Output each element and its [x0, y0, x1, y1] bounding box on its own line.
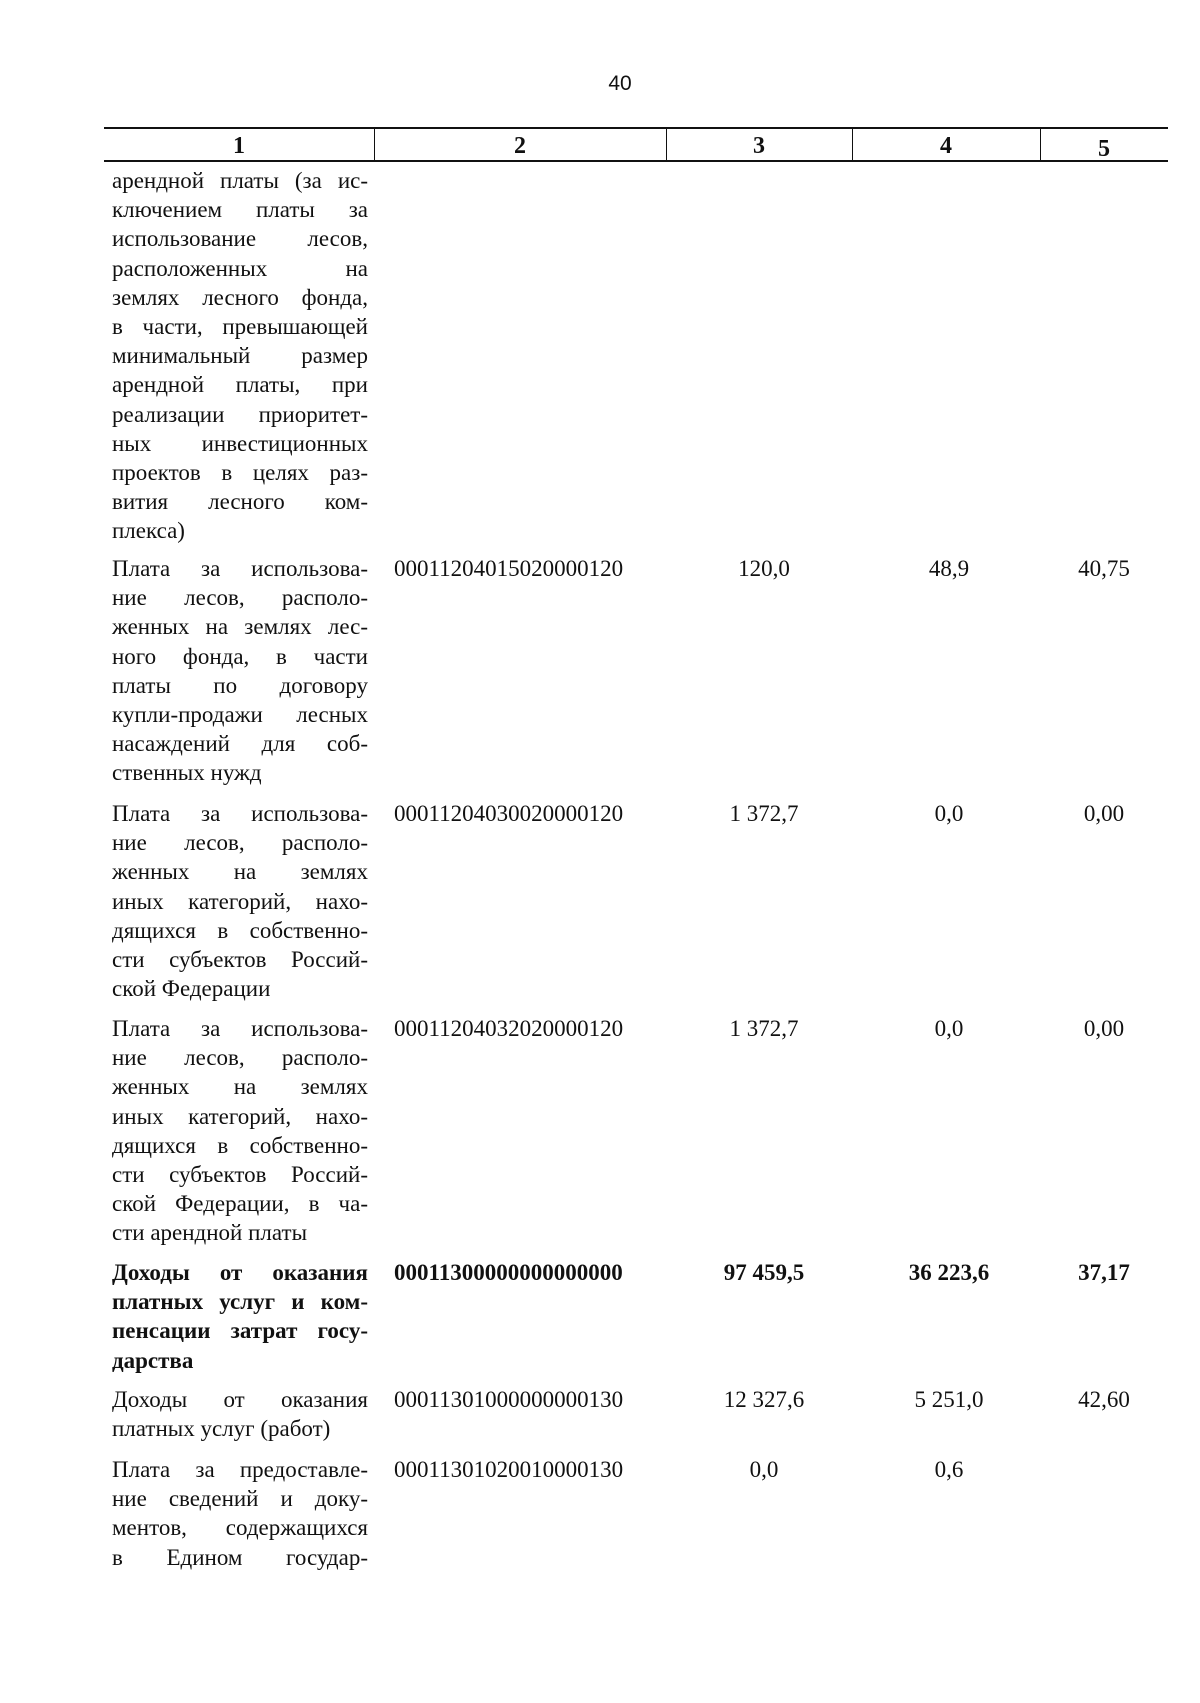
row-name-line: иных категорий, нахо- — [112, 888, 368, 914]
row-name-line: пенсации затрат госу- — [112, 1318, 368, 1344]
row-name-line: сти субъектов Россий- — [112, 947, 368, 973]
page-number: 40 — [608, 72, 632, 95]
header-col-4: 4 — [940, 133, 952, 159]
row-name-line: вития лесного ком- — [112, 489, 368, 515]
row-name-line: арендной платы (за ис- — [112, 168, 368, 193]
row-plan: 1 372,7 — [729, 1016, 799, 1041]
row-name — [112, 799, 368, 1003]
row-name-line: проектов в целях раз- — [112, 460, 368, 486]
row-name-line: ментов, содержащихся — [112, 1515, 368, 1541]
row-fact: 36 223,6 — [908, 1260, 990, 1285]
row-name-line: женных на землях — [112, 859, 368, 885]
row-percent: 0,00 — [1083, 1016, 1125, 1041]
row-code: 00011301000000000130 — [394, 1387, 624, 1412]
row-name-line: женных на землях лес- — [112, 614, 368, 640]
row-name-line: дарства — [112, 1347, 194, 1373]
row-plan: 0,0 — [749, 1457, 779, 1482]
row-name-line: Доходы от оказания — [112, 1387, 368, 1412]
row-name-line: дящихся в собственно- — [112, 1132, 368, 1158]
row-percent: 40,75 — [1078, 556, 1130, 581]
row-name-line: дящихся в собственно- — [112, 917, 368, 943]
row-name-line: ных инвестиционных — [112, 430, 368, 456]
row-percent: 37,17 — [1078, 1260, 1130, 1285]
row-code: 00011301020010000130 — [394, 1457, 624, 1482]
row-name-line: ние лесов, располо- — [112, 585, 368, 611]
row-name — [112, 166, 368, 546]
row-name-line: реализации приоритет- — [112, 401, 368, 427]
row-name-line: землях лесного фонда, — [112, 284, 368, 310]
row-name-line: женных на землях — [112, 1074, 368, 1100]
row-name-line: насаждений для соб- — [112, 731, 368, 757]
row-fact: 0,0 — [934, 1016, 964, 1041]
row-code: 00011204015020000120 — [394, 556, 624, 581]
row-name-line: ного фонда, в части — [112, 643, 368, 669]
row-name-line: в части, превышающей — [112, 314, 368, 340]
header-col-5: 5 — [1098, 136, 1110, 162]
header-col-1: 1 — [233, 133, 245, 159]
row-name-line: минимальный размер — [112, 343, 368, 369]
row-name — [112, 554, 368, 788]
row-code: 00011204030020000120 — [394, 801, 624, 826]
row-name-line: Плата за использова- — [112, 801, 368, 826]
row-fact: 48,9 — [928, 556, 970, 581]
row-code: 00011300000000000000 — [394, 1260, 623, 1285]
row-plan: 97 459,5 — [723, 1260, 805, 1285]
row-name-line: Плата за использова- — [112, 556, 368, 581]
row-name-line: платы по договору — [112, 672, 368, 698]
row-plan: 12 327,6 — [723, 1387, 805, 1412]
header-col-3: 3 — [753, 133, 765, 159]
row-name-line: ние сведений и доку- — [112, 1486, 368, 1512]
row-name-line: в Едином государ- — [112, 1544, 368, 1570]
row-name-line: сти арендной платы — [112, 1220, 308, 1246]
header-col-2: 2 — [514, 133, 526, 159]
row-fact: 5 251,0 — [914, 1387, 984, 1412]
row-fact: 0,0 — [934, 801, 964, 826]
row-percent: 42,60 — [1078, 1387, 1130, 1412]
row-name-line: платных услуг (работ) — [112, 1416, 331, 1442]
row-name — [112, 1455, 368, 1572]
row-name-line: ской Федерации — [112, 976, 271, 1002]
table-header — [104, 127, 1168, 162]
row-name — [112, 1258, 368, 1375]
row-name-line: Плата за использова- — [112, 1016, 368, 1041]
row-code: 00011204032020000120 — [394, 1016, 624, 1041]
row-fact: 0,6 — [934, 1457, 964, 1482]
row-plan: 1 372,7 — [729, 801, 799, 826]
row-name-line: сти субъектов Россий- — [112, 1162, 368, 1188]
row-name-line: ственных нужд — [112, 760, 262, 786]
row-name — [112, 1014, 368, 1248]
row-name-line: ключением платы за — [112, 197, 368, 223]
row-name-line: ской Федерации, в ча- — [112, 1191, 368, 1217]
row-name-line: ние лесов, располо- — [112, 830, 368, 856]
row-name-line: платных услуг и ком- — [112, 1289, 368, 1315]
row-name-line: плекса) — [112, 518, 185, 544]
row-name-line: купли-продажи лесных — [112, 702, 368, 728]
row-name — [112, 1385, 368, 1443]
row-percent: 0,00 — [1083, 801, 1125, 826]
row-name-line: иных категорий, нахо- — [112, 1103, 368, 1129]
row-plan: 120,0 — [738, 556, 790, 581]
row-name-line: использование лесов, — [112, 226, 368, 252]
row-name-line: Доходы от оказания — [112, 1260, 368, 1285]
row-name-line: расположенных на — [112, 255, 368, 281]
row-name-line: ние лесов, располо- — [112, 1045, 368, 1071]
row-name-line: Плата за предоставле- — [112, 1457, 368, 1482]
row-name-line: арендной платы, при — [112, 372, 368, 398]
